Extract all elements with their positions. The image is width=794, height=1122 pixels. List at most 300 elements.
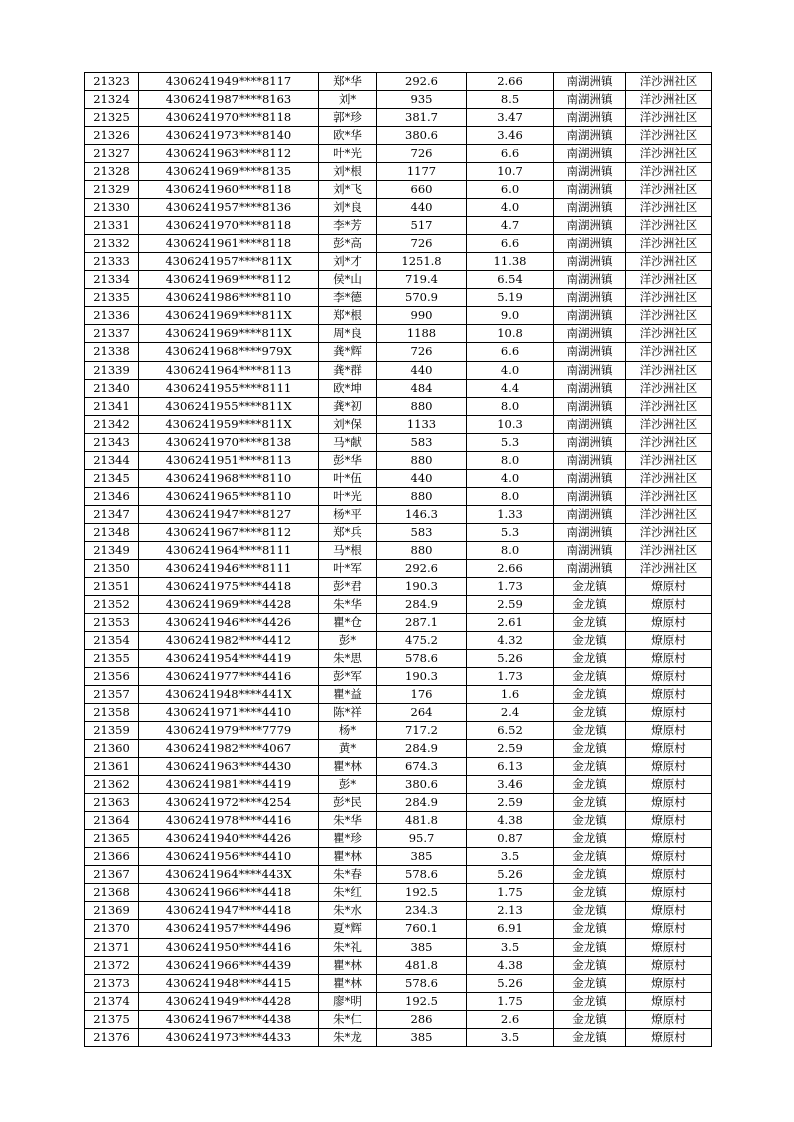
id-number-cell: 4306241957****4496 [139, 920, 319, 938]
table-row [85, 902, 712, 920]
name-cell: 朱*水 [319, 902, 377, 920]
amount-cell: 880 [377, 397, 467, 415]
id-number-cell: 4306241973****8140 [139, 127, 319, 145]
town-cell: 金龙镇 [554, 938, 626, 956]
town-cell: 金龙镇 [554, 758, 626, 776]
town-cell: 金龙镇 [554, 974, 626, 992]
table-row [85, 217, 712, 235]
table-row [85, 974, 712, 992]
id-number-cell: 4306241970****8118 [139, 109, 319, 127]
village-cell: 燎原村 [626, 722, 712, 740]
amount-cell: 880 [377, 487, 467, 505]
village-cell: 洋沙洲社区 [626, 523, 712, 541]
village-cell: 洋沙洲社区 [626, 397, 712, 415]
id-number-cell: 4306241956****4410 [139, 848, 319, 866]
village-cell: 洋沙洲社区 [626, 127, 712, 145]
amount-cell: 484 [377, 379, 467, 397]
row-number-cell: 21331 [85, 217, 139, 235]
town-cell: 南湖洲镇 [554, 469, 626, 487]
area-cell: 3.46 [467, 776, 554, 794]
amount-cell: 1251.8 [377, 253, 467, 271]
town-cell: 金龙镇 [554, 866, 626, 884]
id-number-cell: 4306241968****8110 [139, 469, 319, 487]
village-cell: 燎原村 [626, 992, 712, 1010]
town-cell: 金龙镇 [554, 650, 626, 668]
amount-cell: 192.5 [377, 992, 467, 1010]
id-number-cell: 4306241965****8110 [139, 487, 319, 505]
village-cell: 洋沙洲社区 [626, 307, 712, 325]
amount-cell: 381.7 [377, 109, 467, 127]
row-number-cell: 21343 [85, 433, 139, 451]
name-cell: 朱*思 [319, 650, 377, 668]
town-cell: 南湖洲镇 [554, 505, 626, 523]
table-row [85, 866, 712, 884]
amount-cell: 475.2 [377, 631, 467, 649]
id-number-cell: 4306241957****8136 [139, 199, 319, 217]
table-row [85, 1010, 712, 1028]
id-number-cell: 4306241947****8127 [139, 505, 319, 523]
id-number-cell: 4306241982****4067 [139, 740, 319, 758]
amount-cell: 578.6 [377, 866, 467, 884]
id-number-cell: 4306241946****8111 [139, 559, 319, 577]
village-cell: 燎原村 [626, 974, 712, 992]
town-cell: 南湖洲镇 [554, 73, 626, 91]
name-cell: 朱*仁 [319, 1010, 377, 1028]
village-cell: 燎原村 [626, 668, 712, 686]
row-number-cell: 21345 [85, 469, 139, 487]
amount-cell: 192.5 [377, 884, 467, 902]
area-cell: 11.38 [467, 253, 554, 271]
name-cell: 李*德 [319, 289, 377, 307]
area-cell: 2.13 [467, 902, 554, 920]
row-number-cell: 21368 [85, 884, 139, 902]
table-row [85, 794, 712, 812]
town-cell: 南湖洲镇 [554, 109, 626, 127]
table-row [85, 361, 712, 379]
id-number-cell: 4306241940****4426 [139, 830, 319, 848]
name-cell: 夏*辉 [319, 920, 377, 938]
table-row [85, 181, 712, 199]
town-cell: 金龙镇 [554, 776, 626, 794]
village-cell: 洋沙洲社区 [626, 541, 712, 559]
amount-cell: 380.6 [377, 127, 467, 145]
id-number-cell: 4306241964****8113 [139, 361, 319, 379]
table-row [85, 650, 712, 668]
village-cell: 燎原村 [626, 740, 712, 758]
table-body [85, 73, 712, 1047]
row-number-cell: 21362 [85, 776, 139, 794]
village-cell: 洋沙洲社区 [626, 91, 712, 109]
table-row [85, 325, 712, 343]
table-row [85, 595, 712, 613]
area-cell: 2.59 [467, 595, 554, 613]
area-cell: 8.0 [467, 397, 554, 415]
village-cell: 洋沙洲社区 [626, 217, 712, 235]
table-row [85, 631, 712, 649]
name-cell: 黄* [319, 740, 377, 758]
village-cell: 洋沙洲社区 [626, 235, 712, 253]
table-row [85, 830, 712, 848]
amount-cell: 578.6 [377, 650, 467, 668]
village-cell: 洋沙洲社区 [626, 271, 712, 289]
id-number-cell: 4306241969****811X [139, 325, 319, 343]
area-cell: 2.4 [467, 704, 554, 722]
town-cell: 南湖洲镇 [554, 523, 626, 541]
name-cell: 彭*民 [319, 794, 377, 812]
area-cell: 3.5 [467, 1028, 554, 1046]
data-table [84, 72, 712, 1047]
name-cell: 马*献 [319, 433, 377, 451]
table-row [85, 73, 712, 91]
amount-cell: 234.3 [377, 902, 467, 920]
row-number-cell: 21358 [85, 704, 139, 722]
town-cell: 金龙镇 [554, 668, 626, 686]
town-cell: 金龙镇 [554, 740, 626, 758]
village-cell: 燎原村 [626, 613, 712, 631]
table-row [85, 127, 712, 145]
town-cell: 南湖洲镇 [554, 235, 626, 253]
id-number-cell: 4306241969****4428 [139, 595, 319, 613]
name-cell: 彭*华 [319, 451, 377, 469]
name-cell: 侯*山 [319, 271, 377, 289]
amount-cell: 264 [377, 704, 467, 722]
village-cell: 洋沙洲社区 [626, 325, 712, 343]
id-number-cell: 4306241973****4433 [139, 1028, 319, 1046]
area-cell: 3.5 [467, 848, 554, 866]
amount-cell: 176 [377, 686, 467, 704]
table-row [85, 776, 712, 794]
village-cell: 燎原村 [626, 631, 712, 649]
town-cell: 南湖洲镇 [554, 307, 626, 325]
village-cell: 燎原村 [626, 884, 712, 902]
village-cell: 燎原村 [626, 866, 712, 884]
table-row [85, 253, 712, 271]
table-row [85, 1028, 712, 1046]
id-number-cell: 4306241949****8117 [139, 73, 319, 91]
id-number-cell: 4306241964****8111 [139, 541, 319, 559]
table-row [85, 884, 712, 902]
table-row [85, 559, 712, 577]
town-cell: 南湖洲镇 [554, 433, 626, 451]
row-number-cell: 21369 [85, 902, 139, 920]
area-cell: 1.73 [467, 668, 554, 686]
id-number-cell: 4306241955****8111 [139, 379, 319, 397]
amount-cell: 481.8 [377, 956, 467, 974]
town-cell: 南湖洲镇 [554, 541, 626, 559]
town-cell: 金龙镇 [554, 704, 626, 722]
row-number-cell: 21335 [85, 289, 139, 307]
amount-cell: 385 [377, 848, 467, 866]
row-number-cell: 21354 [85, 631, 139, 649]
row-number-cell: 21361 [85, 758, 139, 776]
town-cell: 金龙镇 [554, 956, 626, 974]
area-cell: 4.0 [467, 469, 554, 487]
village-cell: 洋沙洲社区 [626, 289, 712, 307]
row-number-cell: 21366 [85, 848, 139, 866]
id-number-cell: 4306241950****4416 [139, 938, 319, 956]
table-row [85, 686, 712, 704]
table-row [85, 668, 712, 686]
village-cell: 洋沙洲社区 [626, 433, 712, 451]
id-number-cell: 4306241966****4418 [139, 884, 319, 902]
town-cell: 金龙镇 [554, 686, 626, 704]
table-row [85, 487, 712, 505]
village-cell: 燎原村 [626, 1028, 712, 1046]
row-number-cell: 21376 [85, 1028, 139, 1046]
row-number-cell: 21367 [85, 866, 139, 884]
town-cell: 南湖洲镇 [554, 343, 626, 361]
name-cell: 郑*兵 [319, 523, 377, 541]
town-cell: 南湖洲镇 [554, 163, 626, 181]
id-number-cell: 4306241972****4254 [139, 794, 319, 812]
town-cell: 南湖洲镇 [554, 271, 626, 289]
row-number-cell: 21329 [85, 181, 139, 199]
town-cell: 金龙镇 [554, 992, 626, 1010]
id-number-cell: 4306241967****8112 [139, 523, 319, 541]
amount-cell: 1188 [377, 325, 467, 343]
village-cell: 燎原村 [626, 1010, 712, 1028]
amount-cell: 287.1 [377, 613, 467, 631]
area-cell: 5.19 [467, 289, 554, 307]
name-cell: 刘*保 [319, 415, 377, 433]
name-cell: 杨* [319, 722, 377, 740]
id-number-cell: 4306241979****7779 [139, 722, 319, 740]
id-number-cell: 4306241969****811X [139, 307, 319, 325]
area-cell: 8.0 [467, 541, 554, 559]
area-cell: 4.38 [467, 812, 554, 830]
table-row [85, 91, 712, 109]
name-cell: 周*良 [319, 325, 377, 343]
row-number-cell: 21323 [85, 73, 139, 91]
id-number-cell: 4306241964****443X [139, 866, 319, 884]
row-number-cell: 21372 [85, 956, 139, 974]
name-cell: 杨*平 [319, 505, 377, 523]
town-cell: 南湖洲镇 [554, 127, 626, 145]
name-cell: 刘*飞 [319, 181, 377, 199]
amount-cell: 440 [377, 361, 467, 379]
village-cell: 燎原村 [626, 776, 712, 794]
id-number-cell: 4306241969****8135 [139, 163, 319, 181]
name-cell: 龚*初 [319, 397, 377, 415]
area-cell: 8.0 [467, 451, 554, 469]
table-row [85, 109, 712, 127]
table-row [85, 613, 712, 631]
village-cell: 洋沙洲社区 [626, 487, 712, 505]
row-number-cell: 21334 [85, 271, 139, 289]
town-cell: 金龙镇 [554, 631, 626, 649]
area-cell: 1.73 [467, 577, 554, 595]
table-row [85, 523, 712, 541]
area-cell: 4.0 [467, 361, 554, 379]
village-cell: 燎原村 [626, 830, 712, 848]
name-cell: 刘*才 [319, 253, 377, 271]
area-cell: 8.5 [467, 91, 554, 109]
amount-cell: 292.6 [377, 73, 467, 91]
town-cell: 南湖洲镇 [554, 451, 626, 469]
row-number-cell: 21375 [85, 1010, 139, 1028]
name-cell: 朱*红 [319, 884, 377, 902]
table-row [85, 722, 712, 740]
table-row [85, 577, 712, 595]
amount-cell: 990 [377, 307, 467, 325]
name-cell: 龚*辉 [319, 343, 377, 361]
row-number-cell: 21348 [85, 523, 139, 541]
row-number-cell: 21330 [85, 199, 139, 217]
town-cell: 金龙镇 [554, 920, 626, 938]
area-cell: 6.6 [467, 343, 554, 361]
town-cell: 金龙镇 [554, 722, 626, 740]
name-cell: 彭*高 [319, 235, 377, 253]
name-cell: 瞿*林 [319, 974, 377, 992]
amount-cell: 440 [377, 469, 467, 487]
table-row [85, 704, 712, 722]
amount-cell: 292.6 [377, 559, 467, 577]
village-cell: 洋沙洲社区 [626, 109, 712, 127]
row-number-cell: 21336 [85, 307, 139, 325]
amount-cell: 880 [377, 451, 467, 469]
village-cell: 洋沙洲社区 [626, 181, 712, 199]
table-row [85, 740, 712, 758]
area-cell: 10.3 [467, 415, 554, 433]
village-cell: 洋沙洲社区 [626, 379, 712, 397]
name-cell: 叶*光 [319, 487, 377, 505]
name-cell: 彭* [319, 631, 377, 649]
name-cell: 刘*根 [319, 163, 377, 181]
id-number-cell: 4306241977****4416 [139, 668, 319, 686]
row-number-cell: 21333 [85, 253, 139, 271]
table-row [85, 541, 712, 559]
village-cell: 燎原村 [626, 920, 712, 938]
table-row [85, 343, 712, 361]
area-cell: 3.5 [467, 938, 554, 956]
id-number-cell: 4306241947****4418 [139, 902, 319, 920]
village-cell: 燎原村 [626, 595, 712, 613]
id-number-cell: 4306241967****4438 [139, 1010, 319, 1028]
area-cell: 3.46 [467, 127, 554, 145]
table-row [85, 145, 712, 163]
amount-cell: 517 [377, 217, 467, 235]
id-number-cell: 4306241982****4412 [139, 631, 319, 649]
area-cell: 9.0 [467, 307, 554, 325]
name-cell: 郑*华 [319, 73, 377, 91]
row-number-cell: 21365 [85, 830, 139, 848]
village-cell: 燎原村 [626, 758, 712, 776]
town-cell: 南湖洲镇 [554, 487, 626, 505]
town-cell: 金龙镇 [554, 902, 626, 920]
area-cell: 8.0 [467, 487, 554, 505]
amount-cell: 726 [377, 235, 467, 253]
area-cell: 1.33 [467, 505, 554, 523]
row-number-cell: 21349 [85, 541, 139, 559]
name-cell: 李*芳 [319, 217, 377, 235]
area-cell: 2.66 [467, 73, 554, 91]
village-cell: 洋沙洲社区 [626, 415, 712, 433]
row-number-cell: 21325 [85, 109, 139, 127]
town-cell: 南湖洲镇 [554, 91, 626, 109]
town-cell: 南湖洲镇 [554, 145, 626, 163]
village-cell: 燎原村 [626, 650, 712, 668]
name-cell: 瞿*益 [319, 686, 377, 704]
id-number-cell: 4306241960****8118 [139, 181, 319, 199]
row-number-cell: 21344 [85, 451, 139, 469]
name-cell: 朱*龙 [319, 1028, 377, 1046]
id-number-cell: 4306241970****8118 [139, 217, 319, 235]
village-cell: 洋沙洲社区 [626, 505, 712, 523]
row-number-cell: 21351 [85, 577, 139, 595]
amount-cell: 726 [377, 145, 467, 163]
row-number-cell: 21339 [85, 361, 139, 379]
name-cell: 彭*君 [319, 577, 377, 595]
id-number-cell: 4306241948****441X [139, 686, 319, 704]
row-number-cell: 21327 [85, 145, 139, 163]
table-row [85, 433, 712, 451]
town-cell: 金龙镇 [554, 884, 626, 902]
amount-cell: 583 [377, 523, 467, 541]
town-cell: 南湖洲镇 [554, 289, 626, 307]
village-cell: 燎原村 [626, 938, 712, 956]
row-number-cell: 21324 [85, 91, 139, 109]
name-cell: 叶*伍 [319, 469, 377, 487]
town-cell: 南湖洲镇 [554, 181, 626, 199]
village-cell: 洋沙洲社区 [626, 73, 712, 91]
town-cell: 南湖洲镇 [554, 559, 626, 577]
id-number-cell: 4306241951****8113 [139, 451, 319, 469]
town-cell: 南湖洲镇 [554, 199, 626, 217]
name-cell: 郭*珍 [319, 109, 377, 127]
id-number-cell: 4306241975****4418 [139, 577, 319, 595]
name-cell: 瞿*林 [319, 758, 377, 776]
table-row [85, 938, 712, 956]
name-cell: 廖*明 [319, 992, 377, 1010]
amount-cell: 481.8 [377, 812, 467, 830]
amount-cell: 284.9 [377, 595, 467, 613]
row-number-cell: 21359 [85, 722, 139, 740]
table-row [85, 505, 712, 523]
name-cell: 叶*军 [319, 559, 377, 577]
name-cell: 彭* [319, 776, 377, 794]
amount-cell: 717.2 [377, 722, 467, 740]
area-cell: 3.47 [467, 109, 554, 127]
amount-cell: 190.3 [377, 577, 467, 595]
area-cell: 6.54 [467, 271, 554, 289]
town-cell: 南湖洲镇 [554, 253, 626, 271]
area-cell: 4.0 [467, 199, 554, 217]
row-number-cell: 21326 [85, 127, 139, 145]
row-number-cell: 21371 [85, 938, 139, 956]
name-cell: 朱*春 [319, 866, 377, 884]
id-number-cell: 4306241968****979X [139, 343, 319, 361]
area-cell: 6.0 [467, 181, 554, 199]
row-number-cell: 21370 [85, 920, 139, 938]
name-cell: 彭*军 [319, 668, 377, 686]
id-number-cell: 4306241971****4410 [139, 704, 319, 722]
table-row [85, 812, 712, 830]
town-cell: 金龙镇 [554, 577, 626, 595]
name-cell: 龚*群 [319, 361, 377, 379]
amount-cell: 286 [377, 1010, 467, 1028]
row-number-cell: 21374 [85, 992, 139, 1010]
row-number-cell: 21340 [85, 379, 139, 397]
village-cell: 洋沙洲社区 [626, 163, 712, 181]
table-row [85, 451, 712, 469]
village-cell: 燎原村 [626, 848, 712, 866]
name-cell: 瞿*林 [319, 956, 377, 974]
id-number-cell: 4306241946****4426 [139, 613, 319, 631]
village-cell: 燎原村 [626, 686, 712, 704]
area-cell: 2.61 [467, 613, 554, 631]
id-number-cell: 4306241948****4415 [139, 974, 319, 992]
table-row [85, 199, 712, 217]
